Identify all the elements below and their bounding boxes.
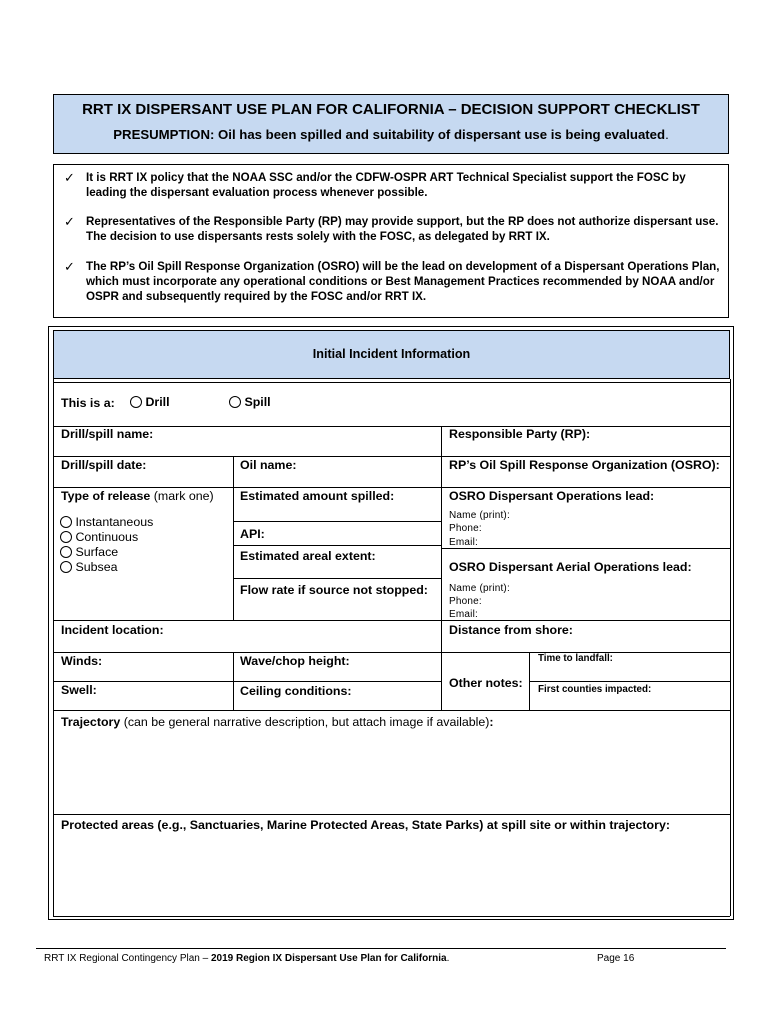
radio-button-icon[interactable] [60, 516, 72, 528]
release-option-label: Continuous [75, 530, 139, 544]
mark-one-note: (mark one) [153, 489, 214, 503]
policy-bullet-text: The RP’s Oil Spill Response Organization (OSRO) will be the lead on development of a Dispersant Operations Plan, which must incorporate any operational conditions or Best Management Practices recommended by NOAA and/or OSPR and subsequently required by the FOSC and/or RRT IX. [86, 260, 720, 303]
row-divider [53, 710, 730, 711]
swell-label: Swell: [61, 683, 97, 697]
row-divider [233, 578, 441, 579]
distance-from-shore-label: Distance from shore: [449, 623, 573, 637]
checkmark-icon: ✓ [64, 259, 75, 274]
form-left-border [53, 379, 54, 916]
radio-button-icon[interactable] [229, 396, 241, 408]
drill-option[interactable] [130, 395, 170, 409]
flow-rate-label: Flow rate if source not stopped: [240, 583, 428, 597]
radio-button-icon[interactable] [60, 561, 72, 573]
spill-label: Spill [244, 395, 271, 409]
radio-button-icon[interactable] [130, 396, 142, 408]
footer-end: . [446, 953, 450, 964]
presumption-text: Oil has been spilled and suitability of dispersant use is being evaluated [218, 127, 666, 142]
name-print-label: Name (print): [449, 583, 510, 594]
row-divider [53, 620, 730, 621]
release-option-label: Instantaneous [75, 515, 154, 529]
drill-spill-name-label: Drill/spill name: [61, 427, 154, 441]
drill-label: Drill [145, 395, 170, 409]
trajectory-title: Trajectory [61, 715, 121, 729]
responsible-party-label: Responsible Party (RP): [449, 427, 591, 441]
oil-name-label: Oil name: [240, 458, 297, 472]
radio-button-icon[interactable] [60, 546, 72, 558]
policy-bullet [64, 259, 720, 304]
other-notes-label: Other notes: [449, 676, 523, 690]
wave-chop-label: Wave/chop height: [240, 654, 350, 668]
footer-prefix: RRT IX Regional Contingency Plan – [44, 953, 209, 964]
radio-button-icon[interactable] [60, 531, 72, 543]
name-print-label: Name (print): [449, 510, 510, 521]
osro-dispersant-lead-label: OSRO Dispersant Operations lead: [449, 489, 655, 503]
section-header [53, 330, 730, 379]
row-divider [53, 681, 441, 682]
estimated-areal-label: Estimated areal extent: [240, 549, 376, 563]
release-option-surface[interactable] [60, 545, 118, 559]
incident-location-label: Incident location: [61, 623, 164, 637]
presumption-line [54, 127, 728, 142]
policy-bullet [64, 214, 720, 244]
presumption-label: PRESUMPTION: [113, 127, 215, 142]
phone-label: Phone: [449, 596, 482, 607]
column-divider [233, 456, 234, 620]
checklist-title-box [53, 94, 729, 154]
email-label: Email: [449, 537, 478, 548]
release-option-instantaneous[interactable] [60, 515, 153, 529]
release-option-label: Subsea [75, 560, 118, 574]
policy-bullet [64, 170, 720, 200]
checkmark-icon: ✓ [64, 170, 75, 185]
policy-bullet-text: Representatives of the Responsible Party (RP) may provide support, but the RP does not authorize dispersant use. The decision to use dispersants rests solely with the FOSC, as delegated by RRT IX. [86, 215, 719, 243]
trajectory-note: (can be general narrative description, but attach image if available) [123, 715, 490, 729]
email-label: Email: [449, 609, 478, 620]
presumption-end: . [665, 127, 669, 142]
phone-label: Phone: [449, 523, 482, 534]
osro-aerial-lead-label: OSRO Dispersant Aerial Operations lead: [449, 560, 692, 574]
section-title: Initial Incident Information [312, 347, 471, 361]
release-option-label: Surface [75, 545, 119, 559]
api-label: API: [240, 527, 265, 541]
estimated-amount-label: Estimated amount spilled: [240, 489, 395, 503]
column-divider [441, 426, 442, 710]
row-divider [53, 382, 730, 383]
first-counties-label: First counties impacted: [538, 684, 652, 695]
row-divider [233, 521, 441, 522]
release-option-continuous[interactable] [60, 530, 138, 544]
this-is-a-label: This is a: [61, 396, 115, 410]
protected-areas-label: Protected areas (e.g., Sanctuaries, Marine Protected Areas, State Parks) at spill site or within trajectory: [61, 818, 670, 832]
type-of-release-label [61, 489, 214, 503]
time-to-landfall-label: Time to landfall: [538, 653, 613, 664]
winds-label: Winds: [61, 654, 103, 668]
row-divider [53, 426, 730, 427]
osro-label: RP’s Oil Spill Response Organization (OSRO): [449, 458, 720, 472]
row-divider [53, 814, 730, 815]
row-divider [53, 456, 730, 457]
row-divider [233, 545, 441, 546]
row-divider [53, 487, 730, 488]
policy-bullet-text: It is RRT IX policy that the NOAA SSC and/or the CDFW-OSPR ART Technical Specialist support the FOSC by leading the dispersant evaluation process whenever possible. [86, 171, 686, 199]
row-divider [53, 916, 730, 917]
trajectory-label [61, 715, 494, 729]
footer-left [44, 953, 449, 964]
checklist-title: RRT IX DISPERSANT USE PLAN FOR CALIFORNIA – DECISION SUPPORT CHECKLIST [82, 101, 700, 118]
ceiling-label: Ceiling conditions: [240, 684, 352, 698]
form-right-border [730, 379, 731, 916]
release-option-subsea[interactable] [60, 560, 117, 574]
footer-rule [36, 948, 726, 949]
footer-plan-name: 2019 Region IX Dispersant Use Plan for California [210, 953, 447, 964]
spill-option[interactable] [229, 395, 271, 409]
drill-spill-date-label: Drill/spill date: [61, 458, 147, 472]
column-divider [529, 652, 530, 710]
checkmark-icon: ✓ [64, 214, 75, 229]
row-divider [441, 548, 730, 549]
page-number: Page 16 [597, 953, 635, 964]
row-divider [529, 681, 730, 682]
trajectory-colon: : [489, 715, 494, 729]
type-of-release-text: Type of release [61, 489, 151, 503]
row-divider [53, 652, 441, 653]
column-divider [233, 652, 234, 710]
policy-box [53, 164, 729, 318]
